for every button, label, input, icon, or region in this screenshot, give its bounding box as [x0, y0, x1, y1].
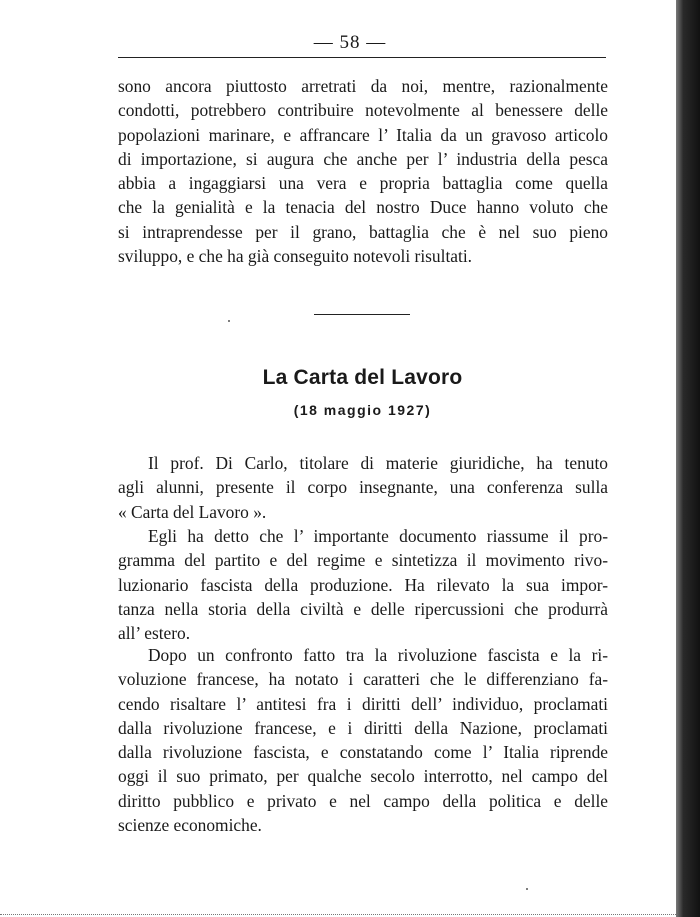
scan-bottom-edge: [0, 914, 676, 915]
text-line: gramma del partito e del regime e sintetizza il movimento rivo-: [118, 550, 608, 571]
section-title: La Carta del Lavoro: [262, 366, 463, 389]
text-line: luzionario fascista della produzione. Ha rilevato la sua impor-: [118, 574, 608, 595]
text-line: cendo risaltare l’ antitesi fra i diritti dell’ individuo, proclamati: [118, 693, 608, 714]
text-line: agli alunni, presente il corpo insegnante, una conferenza sulla: [118, 477, 608, 498]
section-subtitle: (18 maggio 1927): [293, 402, 432, 418]
text-line: dalla rivoluzione francese, e i diritti della Nazione, proclamati: [118, 717, 608, 738]
paragraph-2: [118, 451, 608, 524]
text-line: « Carta del Lavoro ».: [118, 501, 267, 522]
text-line: che la genialità e la tenacia del nostro Duce hanno voluto che: [118, 197, 608, 218]
text-line: dalla rivoluzione fascista, e constatando come l’ Italia riprende: [118, 742, 608, 763]
text-line: sono ancora piuttosto arretrati da noi, mentre, razionalmente: [118, 76, 608, 96]
text-line: abbia a ingaggiarsi una vera e propria battaglia come quella: [118, 173, 608, 194]
text-line: si intraprendesse per il grano, battaglia che è nel suo pieno: [118, 221, 608, 242]
text-line: tanza nella storia della civiltà e delle ripercussioni che produrrà: [118, 598, 608, 619]
paragraph-3: [118, 524, 608, 645]
section-divider: [314, 314, 410, 315]
paragraph-1: [118, 74, 608, 268]
text-line: popolazioni marinare, e affrancare l’ Italia da un gravoso articolo: [118, 124, 608, 145]
header-rule: [118, 57, 606, 58]
page-number: — 58 —: [313, 32, 387, 53]
text-line: condotti, potrebbero contribuire notevolmente al benessere delle: [118, 100, 608, 121]
paragraph-4: [118, 643, 608, 837]
text-line: Dopo un confronto fatto tra la rivoluzione fascista e la ri-: [148, 645, 608, 665]
text-line: voluzione francese, ha notato i caratteri che le differenziano fa-: [118, 669, 608, 690]
text-line: di importazione, si augura che anche per l’ industria della pesca: [118, 148, 608, 169]
text-line: scienze economiche.: [118, 815, 262, 836]
text-line: all’ estero.: [118, 623, 191, 644]
scan-binding-edge: [676, 0, 700, 917]
text-line: Il prof. Di Carlo, titolare di materie giuridiche, ha tenuto: [148, 453, 608, 473]
scan-speck: [526, 888, 528, 890]
text-line: Egli ha detto che l’ importante documento riassume il pro-: [148, 526, 608, 546]
text-line: diritto pubblico e privato e nel campo della politica e delle: [118, 790, 608, 811]
text-line: oggi il suo primato, per qualche secolo interrotto, nel campo del: [118, 766, 608, 787]
scan-speck: [228, 320, 230, 322]
text-line: sviluppo, e che ha già conseguito notevoli risultati.: [118, 246, 473, 267]
